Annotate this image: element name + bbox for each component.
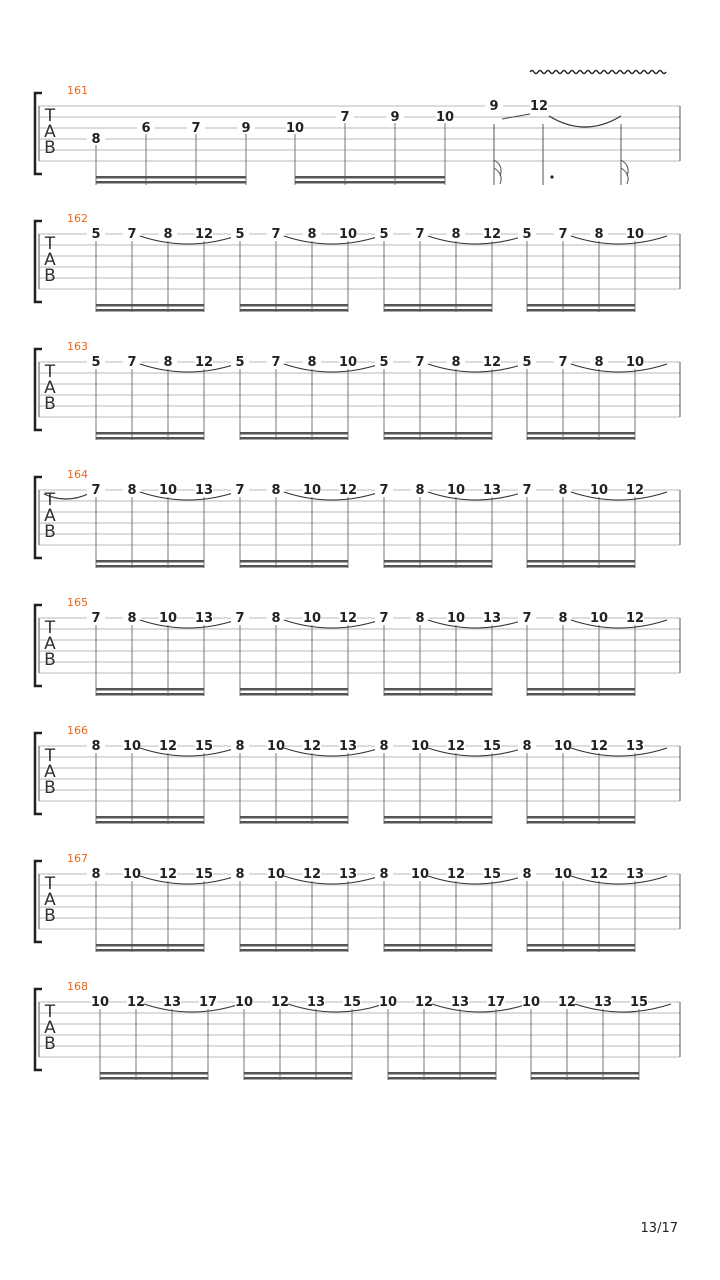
fret-number: 13 (482, 611, 502, 626)
measure-number: 161 (67, 84, 88, 97)
fret-number: 8 (451, 355, 461, 370)
slur-arc (575, 1004, 671, 1012)
beam (295, 176, 445, 179)
beam (384, 565, 492, 568)
tab-clef-letter: B (44, 650, 56, 670)
beam (527, 304, 635, 307)
slur-arc (432, 1004, 528, 1012)
fret-number: 8 (451, 227, 461, 242)
fret-number: 15 (194, 867, 214, 882)
slur-arc (428, 492, 524, 500)
fret-number: 7 (127, 355, 137, 370)
fret-number: 10 (234, 995, 254, 1010)
fret-number: 10 (589, 483, 609, 498)
tab-clef (44, 874, 56, 926)
fret-number: 13 (162, 995, 182, 1010)
tab-clef (44, 746, 56, 798)
fret-number: 12 (557, 995, 577, 1010)
tab-system (35, 724, 680, 824)
tab-clef-letter: T (44, 234, 56, 254)
tab-clef-letter: A (44, 634, 56, 654)
fret-number: 12 (446, 739, 466, 754)
tab-system (35, 212, 680, 312)
fret-number: 5 (235, 227, 245, 242)
fret-number: 10 (625, 355, 645, 370)
note-flag (621, 160, 628, 184)
measure-number: 162 (67, 212, 88, 225)
slur-arc (428, 236, 524, 244)
beam (384, 437, 492, 440)
beam (240, 688, 348, 691)
beam (295, 181, 445, 184)
beam (384, 949, 492, 952)
tab-clef-letter: A (44, 250, 56, 270)
beam (384, 693, 492, 696)
fret-number: 13 (482, 483, 502, 498)
fret-number: 7 (522, 483, 532, 498)
fret-number: 12 (158, 739, 178, 754)
measure-number: 163 (67, 340, 88, 353)
beam (96, 181, 246, 184)
slur-arc (571, 748, 667, 756)
fret-number: 8 (235, 867, 245, 882)
beam (527, 437, 635, 440)
beam (100, 1077, 208, 1080)
beam (531, 1077, 639, 1080)
beam (96, 176, 246, 179)
fret-number: 8 (127, 483, 137, 498)
fret-number: 8 (163, 355, 173, 370)
tab-clef-letter: T (44, 618, 56, 638)
fret-number: 12 (414, 995, 434, 1010)
fret-number: 13 (450, 995, 470, 1010)
fret-number: 12 (338, 611, 358, 626)
measure-number: 167 (67, 852, 88, 865)
fret-number: 13 (194, 611, 214, 626)
tab-clef-letter: A (44, 1018, 56, 1038)
tab-system (35, 71, 680, 186)
beam (384, 432, 492, 435)
fret-number: 15 (629, 995, 649, 1010)
fret-number: 17 (486, 995, 506, 1010)
beam (527, 565, 635, 568)
fret-number: 10 (378, 995, 398, 1010)
beam (531, 1072, 639, 1075)
slur-arc (284, 748, 380, 756)
fret-number: 5 (91, 355, 101, 370)
fret-number: 13 (338, 739, 358, 754)
beam (96, 304, 204, 307)
fret-number: 12 (338, 483, 358, 498)
beam (96, 688, 204, 691)
fret-number: 7 (379, 611, 389, 626)
fret-number: 10 (266, 739, 286, 754)
fret-number: 9 (241, 121, 251, 136)
slur-arc (428, 364, 524, 372)
fret-number: 15 (342, 995, 362, 1010)
fret-number: 12 (625, 611, 645, 626)
slur-arc (284, 236, 380, 244)
tab-clef-letter: T (44, 746, 56, 766)
tab-clef-letter: T (44, 490, 56, 510)
fret-number: 5 (522, 227, 532, 242)
slur-arc (284, 492, 380, 500)
fret-number: 10 (158, 483, 178, 498)
beam (527, 309, 635, 312)
beam (527, 688, 635, 691)
fret-number: 10 (302, 611, 322, 626)
beam (527, 693, 635, 696)
fret-number: 12 (194, 355, 214, 370)
fret-number: 5 (522, 355, 532, 370)
fret-number: 10 (410, 867, 430, 882)
tab-system (35, 852, 680, 952)
fret-number: 12 (625, 483, 645, 498)
tab-clef-letter: T (44, 874, 56, 894)
slur-arc (140, 364, 236, 372)
note-flag (494, 160, 501, 184)
beam (96, 816, 204, 819)
fret-number: 8 (522, 739, 532, 754)
measure-number: 164 (67, 468, 88, 481)
fret-number: 12 (270, 995, 290, 1010)
beam (240, 432, 348, 435)
fret-number: 8 (307, 355, 317, 370)
fret-number: 7 (415, 355, 425, 370)
beam (384, 821, 492, 824)
fret-number: 12 (302, 739, 322, 754)
fret-number: 12 (589, 739, 609, 754)
fret-number: 5 (91, 227, 101, 242)
slur-arc (428, 620, 524, 628)
fret-number: 8 (594, 355, 604, 370)
tab-clef (44, 106, 56, 158)
fret-number: 7 (271, 227, 281, 242)
beam (96, 565, 204, 568)
beam (240, 304, 348, 307)
fret-number: 12 (194, 227, 214, 242)
slur-arc (140, 492, 236, 500)
fret-number: 10 (435, 110, 455, 125)
fret-number: 8 (163, 227, 173, 242)
fret-number: 10 (446, 611, 466, 626)
beam (96, 944, 204, 947)
beam (527, 816, 635, 819)
fret-number: 8 (415, 611, 425, 626)
fret-number: 7 (415, 227, 425, 242)
fret-number: 13 (306, 995, 326, 1010)
slur-arc (140, 748, 236, 756)
slur-arc (428, 748, 524, 756)
fret-number: 17 (198, 995, 218, 1010)
tab-clef-letter: T (44, 1002, 56, 1022)
fret-number: 8 (271, 483, 281, 498)
vibrato-marker (530, 71, 666, 74)
tie-arc (549, 116, 621, 127)
fret-number: 13 (625, 867, 645, 882)
beam (527, 560, 635, 563)
slur-arc (288, 1004, 384, 1012)
fret-number: 9 (489, 99, 499, 114)
fret-number: 12 (529, 99, 549, 114)
fret-number: 8 (235, 739, 245, 754)
beam (240, 437, 348, 440)
fret-number: 7 (91, 483, 101, 498)
fret-number: 10 (521, 995, 541, 1010)
fret-number: 13 (338, 867, 358, 882)
fret-number: 10 (553, 739, 573, 754)
tab-clef (44, 362, 56, 414)
fret-number: 8 (91, 739, 101, 754)
fret-number: 12 (126, 995, 146, 1010)
tab-clef-letter: A (44, 890, 56, 910)
fret-number: 12 (158, 867, 178, 882)
beam (384, 944, 492, 947)
beam (384, 304, 492, 307)
beam (240, 693, 348, 696)
tab-clef-letter: B (44, 906, 56, 926)
beam (96, 432, 204, 435)
tab-system (35, 340, 680, 440)
fret-number: 7 (91, 611, 101, 626)
fret-number: 10 (266, 867, 286, 882)
measure-number: 168 (67, 980, 88, 993)
fret-number: 15 (482, 867, 502, 882)
fret-number: 7 (235, 611, 245, 626)
fret-number: 7 (127, 227, 137, 242)
tab-system (35, 596, 680, 696)
beam (96, 437, 204, 440)
fret-number: 5 (379, 355, 389, 370)
beam (388, 1072, 496, 1075)
fret-number: 10 (410, 739, 430, 754)
fret-number: 10 (338, 227, 358, 242)
fret-number: 7 (522, 611, 532, 626)
tab-clef-letter: B (44, 394, 56, 414)
beam (100, 1072, 208, 1075)
beam (384, 309, 492, 312)
fret-number: 8 (91, 132, 101, 147)
tab-clef-letter: A (44, 762, 56, 782)
beam (96, 693, 204, 696)
fret-number: 12 (482, 355, 502, 370)
slur-arc (284, 364, 380, 372)
beam (244, 1077, 352, 1080)
tab-clef (44, 618, 56, 670)
tab-system (35, 980, 680, 1080)
fret-number: 5 (235, 355, 245, 370)
fret-number: 13 (625, 739, 645, 754)
tab-clef-letter: B (44, 1034, 56, 1054)
fret-number: 8 (558, 611, 568, 626)
beam (384, 560, 492, 563)
tab-clef-letter: A (44, 506, 56, 526)
slur-arc (571, 364, 667, 372)
fret-number: 12 (482, 227, 502, 242)
beam (96, 949, 204, 952)
fret-number: 10 (625, 227, 645, 242)
fret-number: 10 (446, 483, 466, 498)
fret-number: 10 (285, 121, 305, 136)
dot (550, 175, 553, 178)
fret-number: 8 (415, 483, 425, 498)
fret-number: 13 (593, 995, 613, 1010)
beam (244, 1072, 352, 1075)
fret-number: 8 (558, 483, 568, 498)
slur-arc (140, 236, 236, 244)
beam (527, 432, 635, 435)
fret-number: 12 (446, 867, 466, 882)
fret-number: 8 (594, 227, 604, 242)
tab-clef-letter: A (44, 378, 56, 398)
slur-arc (284, 620, 380, 628)
beam (240, 821, 348, 824)
beam (96, 821, 204, 824)
beam (527, 949, 635, 952)
fret-number: 7 (340, 110, 350, 125)
slur-arc (428, 876, 524, 884)
tab-clef (44, 234, 56, 286)
fret-number: 7 (235, 483, 245, 498)
fret-number: 15 (194, 739, 214, 754)
fret-number: 13 (194, 483, 214, 498)
tab-clef-letter: A (44, 122, 56, 142)
tab-clef-letter: B (44, 138, 56, 158)
fret-number: 7 (191, 121, 201, 136)
fret-number: 12 (302, 867, 322, 882)
fret-number: 12 (589, 867, 609, 882)
fret-number: 8 (271, 611, 281, 626)
beam (240, 944, 348, 947)
fret-number: 7 (271, 355, 281, 370)
beam (384, 816, 492, 819)
fret-number: 10 (338, 355, 358, 370)
fret-number: 10 (589, 611, 609, 626)
fret-number: 9 (390, 110, 400, 125)
page-number: 13/17 (640, 1221, 678, 1236)
slur-arc (144, 1004, 240, 1012)
beam (240, 565, 348, 568)
fret-number: 6 (141, 121, 151, 136)
tab-clef (44, 1002, 56, 1054)
slur-arc (571, 236, 667, 244)
fret-number: 8 (379, 867, 389, 882)
tab-clef-letter: T (44, 106, 56, 126)
fret-number: 7 (558, 227, 568, 242)
beam (240, 560, 348, 563)
beam (527, 944, 635, 947)
fret-number: 8 (522, 867, 532, 882)
measure-number: 165 (67, 596, 88, 609)
fret-number: 10 (158, 611, 178, 626)
measure-number: 166 (67, 724, 88, 737)
tab-clef-letter: B (44, 778, 56, 798)
beam (240, 816, 348, 819)
fret-number: 10 (122, 867, 142, 882)
tab-system (35, 468, 680, 568)
slur-arc (571, 620, 667, 628)
beam (240, 309, 348, 312)
fret-number: 10 (302, 483, 322, 498)
fret-number: 5 (379, 227, 389, 242)
tab-clef-letter: T (44, 362, 56, 382)
tab-clef-letter: B (44, 266, 56, 286)
slur-arc (284, 876, 380, 884)
fret-number: 8 (127, 611, 137, 626)
slur-arc (571, 876, 667, 884)
fret-number: 15 (482, 739, 502, 754)
fret-number: 10 (122, 739, 142, 754)
slur-arc (140, 876, 236, 884)
fret-number: 8 (307, 227, 317, 242)
beam (388, 1077, 496, 1080)
fret-number: 7 (558, 355, 568, 370)
beam (384, 688, 492, 691)
fret-number: 7 (379, 483, 389, 498)
fret-number: 8 (379, 739, 389, 754)
fret-number: 10 (90, 995, 110, 1010)
tab-clef-letter: B (44, 522, 56, 542)
fret-number: 10 (553, 867, 573, 882)
beam (240, 949, 348, 952)
beam (96, 560, 204, 563)
fret-number: 8 (91, 867, 101, 882)
beam (96, 309, 204, 312)
beam (527, 821, 635, 824)
slur-arc (571, 492, 667, 500)
slur-arc (140, 620, 236, 628)
